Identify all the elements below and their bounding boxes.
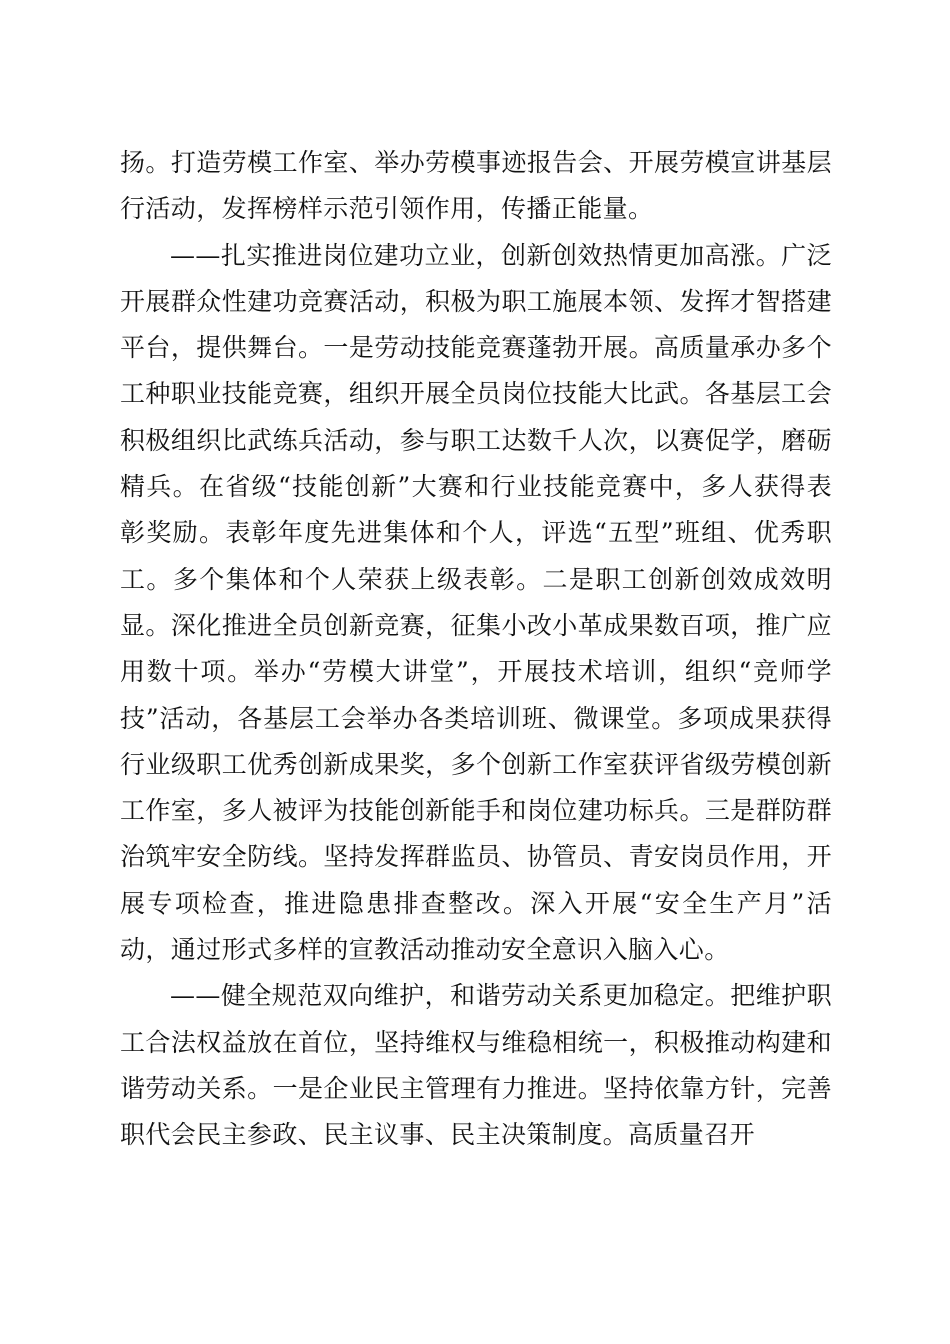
paragraph-1: 扬。打造劳模工作室、举办劳模事迹报告会、开展劳模宣讲基层行活动，发挥榜样示范引领作用，传播正能量。 — [120, 148, 832, 224]
paragraph-3: ——健全规范双向维护，和谐劳动关系更加稳定。把维护职工合法权益放在首位，坚持维权与维稳相统一，积极推动构建和谐劳动关系。一是企业民主管理有力推进。坚持依靠方针，完善职代会民主参政、民主议事、民主决策制度。高质量召开 — [120, 981, 832, 1150]
paragraph-2: ——扎实推进岗位建功立业，创新创效热情更加高涨。广泛开展群众性建功竞赛活动，积极为职工施展本领、发挥才智搭建平台，提供舞台。一是劳动技能竞赛蓬勃开展。高质量承办多个工种职业技能竞赛，组织开展全员岗位技能大比武。各基层工会积极组织比武练兵活动，参与职工达数千人次，以赛促学，磨砺精兵。在省级“技能创新”大赛和行业技能竞赛中，多人获得表彰奖励。表彰年度先进集体和个人，评选“五型”班组、优秀职工。多个集体和个人荣获上级表彰。二是职工创新创效成效明显。深化推进全员创新竞赛，征集小改小革成果数百项，推广应用数十项。举办“劳模大讲堂”，开展技术培训，组织“竞师学技”活动，各基层工会举办各类培训班、微课堂。多项成果获得行业级职工优秀创新成果奖，多个创新工作室获评省级劳模创新工作室，多人被评为技能创新能手和岗位建功标兵。三是群防群治筑牢安全防线。坚持发挥群监员、协管员、青安岗员作用，开展专项检查，推进隐患排查整改。深入开展“安全生产月”活动，通过形式多样的宣教活动推动安全意识入脑入心。 — [120, 240, 832, 965]
document-body — [120, 140, 832, 1159]
